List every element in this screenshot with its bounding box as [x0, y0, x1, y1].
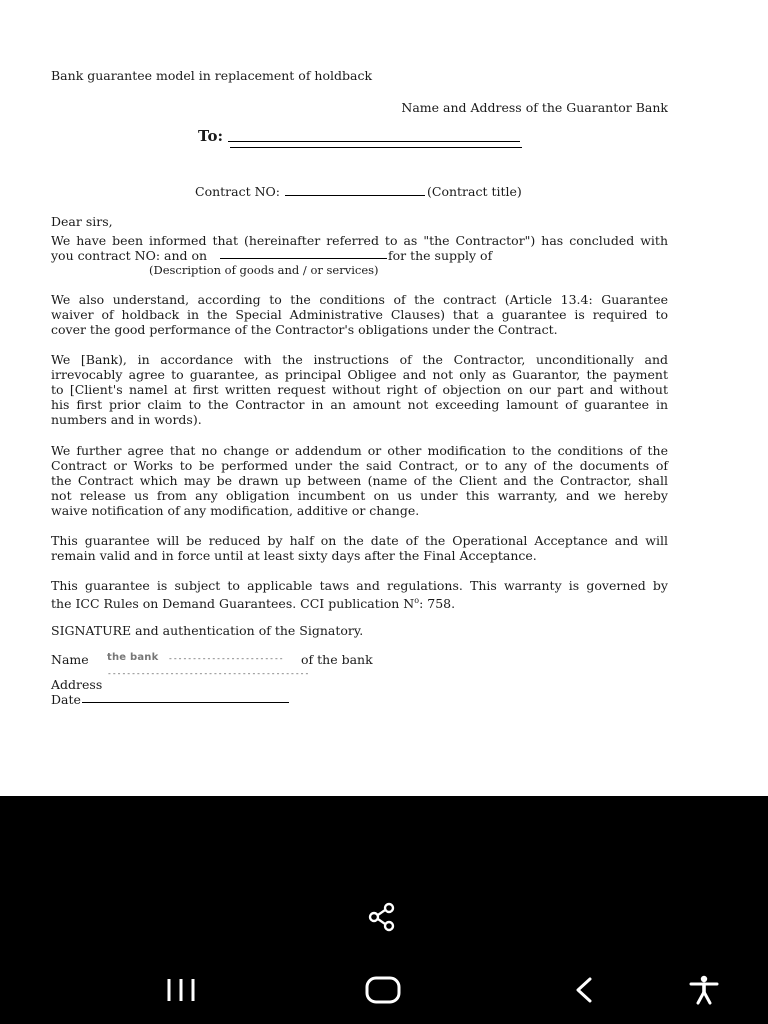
- contract-no-line: [285, 195, 425, 196]
- address-label: Address: [51, 677, 103, 692]
- date-label: Date: [51, 692, 81, 707]
- recents-button[interactable]: [158, 970, 204, 1010]
- bottom-bar: [0, 796, 768, 1024]
- paragraph-3-line: numbers and in words).: [51, 412, 202, 427]
- paragraph-2-line: waiver of holdback in the Special Administrative Clauses) that a guarantee is required to: [51, 307, 668, 322]
- paragraph-4-line: the Contract which may be drawn up between (name of the Client and the Contractor, shall: [51, 473, 668, 488]
- share-icon: [366, 901, 398, 933]
- bank-name-faded: the bank: [107, 652, 159, 663]
- goods-description-hint: (Description of goods and / or services): [149, 263, 379, 277]
- to-line-2: [230, 147, 522, 148]
- home-icon: [365, 976, 401, 1004]
- number-superscript: o: [414, 596, 420, 605]
- paragraph-1-line-2a: you contract NO: and on: [51, 248, 208, 263]
- paragraph-4-line: We further agree that no change or addendum or other modification to the conditions of the: [51, 443, 668, 458]
- paragraph-3-line: to [Client's namel at first written request without right of objection on our part and without: [51, 382, 668, 397]
- accessibility-button[interactable]: [684, 970, 724, 1010]
- paragraph-6-line: [51, 593, 455, 611]
- paragraph-2-line: cover the good performance of the Contractor's obligations under the Contract.: [51, 322, 558, 337]
- paragraph-3-line: We [Bank), in accordance with the instructions of the Contractor, unconditionally and: [51, 352, 668, 367]
- contract-title: (Contract title): [427, 184, 522, 199]
- date-line: [82, 702, 289, 703]
- paragraph-6-line: This guarantee is subject to applicable taws and regulations. This warranty is governed by: [51, 578, 668, 593]
- to-line-1: [228, 141, 520, 142]
- paragraph-4-line: not release us from any obligation incumbent on us under this warranty, and we hereby: [51, 488, 668, 503]
- supply-date-line: [220, 258, 387, 259]
- salutation: Dear sirs,: [51, 214, 113, 229]
- paragraph-1-line-1: We have been informed that (hereinafter referred to as "the Contractor") has concluded with: [51, 233, 668, 248]
- paragraph-5-line: remain valid and in force until at least sixty days after the Final Acceptance.: [51, 548, 537, 563]
- paragraph-2-line: We also understand, according to the conditions of the contract (Article 13.4: Guarantee: [51, 292, 668, 307]
- share-button[interactable]: [362, 897, 402, 937]
- guarantor-bank-label: Name and Address of the Guarantor Bank: [401, 100, 668, 115]
- back-icon: [573, 976, 595, 1004]
- paragraph-5-line: This guarantee will be reduced by half on the date of the Operational Acceptance and will: [51, 533, 668, 548]
- signature-line: SIGNATURE and authentication of the Signatory.: [51, 623, 364, 638]
- address-dashes: ------------------------------------------: [107, 669, 310, 678]
- contract-no-label: Contract NO:: [195, 184, 280, 199]
- publication-number: : 758.: [419, 596, 456, 612]
- paragraph-3-line: his first prior claim to the Contractor in an amount not exceeding lamount of guarantee in: [51, 397, 668, 412]
- name-label: Name: [51, 652, 89, 667]
- recents-icon: [164, 977, 198, 1003]
- name-dashes: ------------------------: [168, 654, 284, 663]
- to-label: To:: [198, 127, 223, 145]
- of-the-bank-label: of the bank: [301, 652, 373, 667]
- icc-rules-text: the ICC Rules on Demand Guarantees. CCI publication N: [51, 596, 415, 612]
- paragraph-4-line: Contract or Works to be performed under the said Contract, or to any of the documents of: [51, 458, 668, 473]
- document-heading: Bank guarantee model in replacement of holdback: [51, 68, 373, 83]
- home-button[interactable]: [360, 970, 406, 1010]
- paragraph-3-line: irrevocably agree to guarantee, as principal Obligee and not only as Guarantor, the payment: [51, 367, 668, 382]
- back-button[interactable]: [564, 970, 604, 1010]
- accessibility-icon: [688, 974, 720, 1006]
- paragraph-1-line-2b: for the supply of: [388, 248, 493, 263]
- paragraph-4-line: waive notification of any modification, additive or change.: [51, 503, 420, 518]
